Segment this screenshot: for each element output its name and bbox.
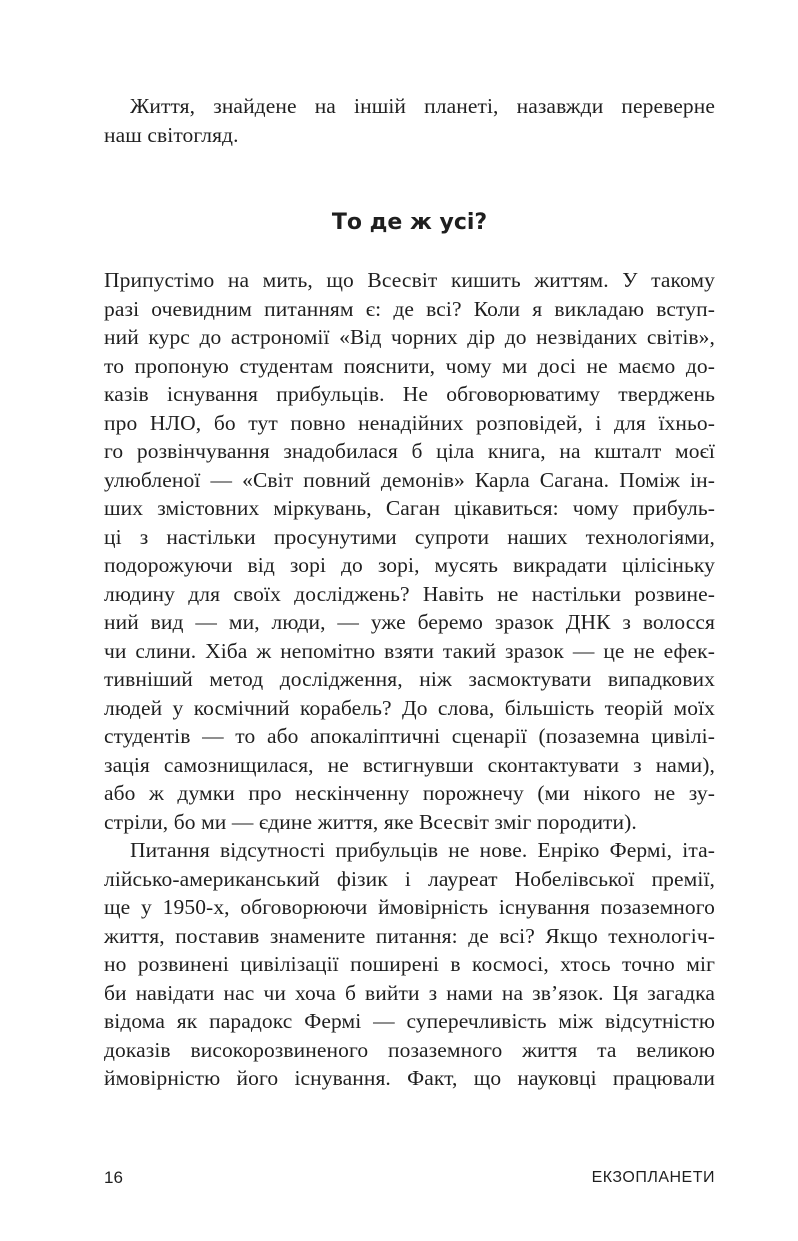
text-line: ших змістовних міркувань, Саган цікавиться: чому прибуль- <box>104 496 715 520</box>
text-line: зація самознищилася, не встигнувши сконтактувати з нами), <box>104 752 715 777</box>
text-line: відома як парадокс Фермі — суперечливість між відсутністю <box>104 1009 715 1033</box>
text-line: тивніший метод дослідження, ніж засмоктувати випадкових <box>104 667 715 691</box>
text-line: студентів — то або апокаліптичні сценарії (позаземна цивілі- <box>104 724 715 748</box>
text-line: або ж думки про нескінченну порожнечу (ми нікого не зу- <box>104 781 715 805</box>
text-line: но розвинені цивілізації поширені в космосі, хтось точно міг <box>104 952 715 976</box>
section-heading: То де ж усі? <box>331 210 488 235</box>
text-line: би навідати нас чи хоча б вийти з нами на зв’язок. Ця загадка <box>104 980 715 1005</box>
text-line: доказів високорозвиненого позаземного життя та великою <box>104 1037 715 1062</box>
text-line: ймовірністю його існування. Факт, що науковці працювали <box>104 1066 715 1090</box>
text-line: то пропоную студентам пояснити, чому ми досі не маємо до- <box>104 353 715 378</box>
text-line: ний курс до астрономії «Від чорних дір до незвіданих світів», <box>104 325 715 349</box>
text-line: Припустімо на мить, що Всесвіт кишить життям. У такому <box>104 268 715 292</box>
intro-paragraph <box>104 92 715 149</box>
text-line: наш світогляд. <box>104 122 239 147</box>
text-line: ці з настільки просунутими супроти наших технологіями, <box>104 524 715 549</box>
body-text <box>104 266 715 1093</box>
text-line: разі очевидним питанням є: де всі? Коли я викладаю вступ- <box>104 296 715 321</box>
text-line: життя, поставив знамените питання: де всі? Якщо технологіч- <box>104 923 715 948</box>
text-line: стріли, бо ми — єдине життя, яке Всесвіт зміг породити). <box>104 809 637 834</box>
text-line: Життя, знайдене на іншій планеті, назавжди переверне <box>130 94 715 118</box>
page-number: 16 <box>104 1168 123 1187</box>
text-line: го розвінчування знадобилася б ціла книга, на кшталт моєї <box>104 439 715 463</box>
text-line: Питання відсутності прибульців не нове. Енріко Фермі, іта- <box>130 838 715 862</box>
running-title: ЕКЗОПЛАНЕТИ <box>591 1169 715 1186</box>
text-line: про НЛО, бо тут повно ненадійних розповідей, і для їхньо- <box>104 410 715 435</box>
text-line: людей у космічний корабель? До слова, більшість теорій моїх <box>104 695 715 720</box>
text-line: подорожуючи від зорі до зорі, мусять викрадати цілісіньку <box>104 553 715 577</box>
text-line: чи слини. Хіба ж непомітно взяти такий зразок — це не ефек- <box>104 638 715 663</box>
text-line: ний вид — ми, люди, — уже беремо зразок ДНК з волосся <box>104 610 715 634</box>
text-line: людину для своїх досліджень? Навіть не настільки розвине- <box>104 581 715 606</box>
text-line: улюбленої — «Світ повний демонів» Карла Сагана. Поміж ін- <box>104 467 715 492</box>
text-line: ще у 1950-х, обговорюючи ймовірність існування позаземного <box>104 895 715 919</box>
text-line: лійсько-американський фізик і лауреат Нобелівської премії, <box>104 866 715 891</box>
text-line: казів існування прибульців. Не обговорюватиму тверджень <box>104 382 715 406</box>
